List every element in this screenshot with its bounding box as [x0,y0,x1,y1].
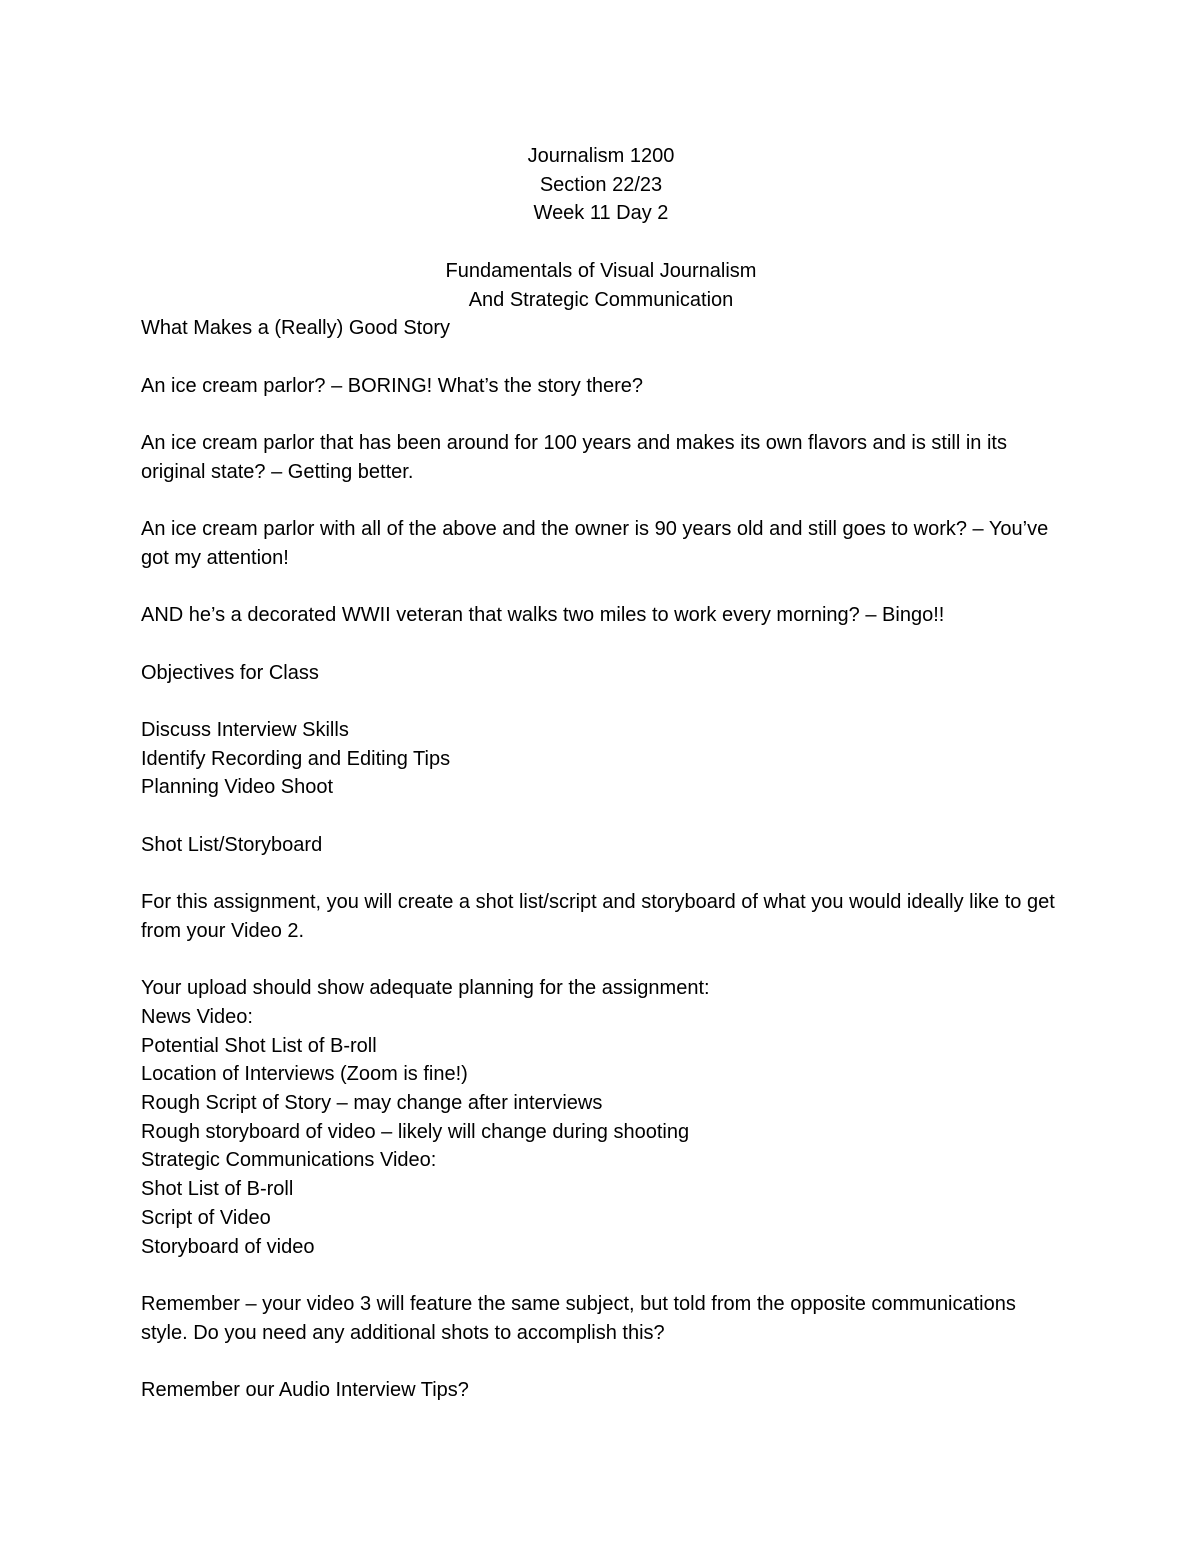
section-number: Section 22/23 [539,173,663,196]
blank-line [141,572,1061,601]
blank-line [141,400,1061,429]
strategic-video-item: Shot List of B-roll [141,1178,294,1201]
assignment-intro: For this assignment, you will create a shot list/script and storyboard of what you would ideally like to get from your Video 2. [141,891,1055,942]
story-paragraph-3: An ice cream parlor with all of the above and the owner is 90 years old and still goes to work? – You’ve got my attention! [141,518,1049,569]
story-paragraph-4: AND he’s a decorated WWII veteran that walks two miles to work every morning? – Bingo!! [141,604,945,627]
blank-line [141,1347,1061,1376]
objectives-heading: Objectives for Class [141,661,319,684]
document-body [141,142,1061,1405]
course-title: Journalism 1200 [527,145,675,167]
blank-line [141,802,1061,831]
reminder-audio-tips: Remember our Audio Interview Tips? [141,1379,469,1402]
upload-instructions: Your upload should show adequate planning for the assignment: [141,977,710,1000]
objective-item: Planning Video Shoot [141,776,334,799]
objective-item: Discuss Interview Skills [141,718,349,741]
shotlist-heading: Shot List/Storyboard [141,833,323,856]
blank-line [141,1261,1061,1290]
blank-line [141,486,1061,515]
blank-line [141,859,1061,888]
news-video-item: Location of Interviews (Zoom is fine!) [141,1063,468,1086]
blank-line [141,946,1061,975]
news-video-item: Rough storyboard of video – likely will change during shooting [141,1120,690,1143]
week-day: Week 11 Day 2 [533,202,669,225]
objective-item: Identify Recording and Editing Tips [141,747,451,770]
news-video-item: Rough Script of Story – may change after interviews [141,1092,603,1115]
document-title-line1: Fundamentals of Visual Journalism [445,259,757,282]
blank-line [141,343,1061,372]
document-title-line2: And Strategic Communication [468,288,734,311]
document-header [141,142,1061,314]
blank-line [141,687,1061,716]
reminder-video-3: Remember – your video 3 will feature the same subject, but told from the opposite communications style. Do you need any additional shots to accomplish this? [141,1292,1016,1344]
story-heading: What Makes a (Really) Good Story [141,317,450,340]
news-video-item: Potential Shot List of B-roll [141,1034,377,1057]
strategic-video-item: Script of Video [141,1206,271,1229]
blank-line [141,630,1061,659]
story-paragraph-1: An ice cream parlor? – BORING! What’s the story there? [141,374,644,397]
story-paragraph-2: An ice cream parlor that has been around for 100 years and makes its own flavors and is still in its original state? – Getting better. [141,431,1007,483]
blank-line [141,228,1061,257]
strategic-video-item: Storyboard of video [141,1235,315,1258]
news-video-label: News Video: [141,1005,253,1028]
strategic-video-label: Strategic Communications Video: [141,1149,437,1172]
